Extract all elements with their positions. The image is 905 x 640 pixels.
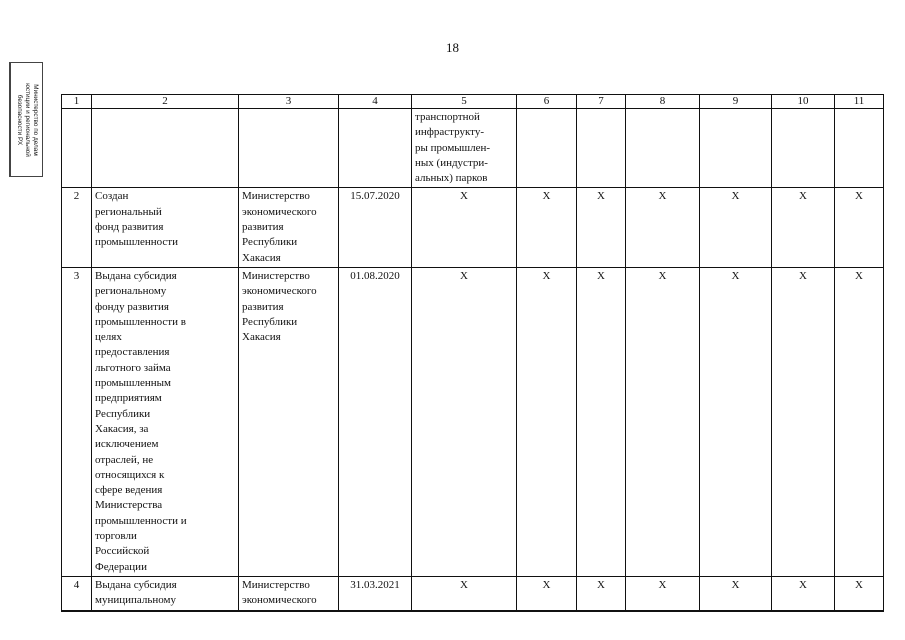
text-line: целях bbox=[95, 331, 122, 344]
mark-cell: Х bbox=[577, 267, 626, 576]
date-cell: 31.03.2021 bbox=[339, 576, 412, 610]
continued-text-cell bbox=[412, 109, 517, 188]
row-number: 4 bbox=[62, 576, 92, 610]
text-line: относящихся к bbox=[95, 468, 165, 481]
event-cell bbox=[92, 188, 239, 267]
registration-stamp bbox=[9, 62, 43, 177]
table-row-continuation bbox=[62, 109, 884, 188]
text-line: Российской bbox=[95, 545, 150, 558]
text-line: экономического bbox=[242, 594, 317, 607]
text-line: региональному bbox=[95, 285, 167, 298]
text-line: развития bbox=[242, 221, 284, 234]
mark-cell: Х bbox=[412, 188, 517, 267]
column-number: 8 bbox=[626, 95, 700, 109]
mark-cell: Х bbox=[517, 576, 577, 610]
text-line: Министерство bbox=[242, 269, 310, 282]
text-line: торговли bbox=[95, 530, 137, 543]
text-line: региональный bbox=[95, 205, 162, 218]
text-line: исключением bbox=[95, 438, 159, 451]
table-cell bbox=[92, 109, 239, 188]
column-number: 2 bbox=[92, 95, 239, 109]
mark-cell: Х bbox=[412, 576, 517, 610]
column-number: 11 bbox=[835, 95, 884, 109]
date-cell: 15.07.2020 bbox=[339, 188, 412, 267]
text-line: Выдана субсидия bbox=[95, 269, 177, 282]
column-number: 3 bbox=[239, 95, 339, 109]
mark-cell: Х bbox=[577, 188, 626, 267]
table-row bbox=[62, 267, 884, 576]
text-line: Министерство bbox=[242, 578, 310, 591]
table-cell bbox=[62, 109, 92, 188]
responsible-cell bbox=[239, 188, 339, 267]
mark-cell: Х bbox=[626, 267, 700, 576]
table-cell bbox=[339, 109, 412, 188]
text-line: муниципальному bbox=[95, 594, 177, 607]
text-line: ных (индустри- bbox=[415, 156, 488, 169]
column-number: 10 bbox=[772, 95, 835, 109]
column-number: 6 bbox=[517, 95, 577, 109]
table-cell bbox=[517, 109, 577, 188]
responsible-cell bbox=[239, 267, 339, 576]
mark-cell: Х bbox=[517, 267, 577, 576]
text-line: Создан bbox=[95, 190, 129, 203]
text-line: фонду развития bbox=[95, 300, 169, 313]
text-line: Хакасия, за bbox=[95, 422, 149, 435]
text-line: развития bbox=[242, 300, 284, 313]
text-line: альных) парков bbox=[415, 172, 488, 185]
text-line: промышленности и bbox=[95, 514, 187, 527]
page-number: 18 bbox=[446, 40, 459, 55]
table-cell bbox=[700, 109, 772, 188]
text-line: промышленным bbox=[95, 377, 171, 390]
table-cell bbox=[577, 109, 626, 188]
mark-cell: Х bbox=[772, 267, 835, 576]
column-number: 7 bbox=[577, 95, 626, 109]
text-line: предоставления bbox=[95, 346, 170, 359]
text-line: отраслей, не bbox=[95, 453, 154, 466]
mark-cell: Х bbox=[577, 576, 626, 610]
mark-cell: Х bbox=[835, 267, 884, 576]
mark-cell: Х bbox=[835, 188, 884, 267]
text-line: экономического bbox=[242, 205, 317, 218]
table-row bbox=[62, 188, 884, 267]
text-line: предприятиям bbox=[95, 392, 162, 405]
text-line: Министерства bbox=[95, 499, 163, 512]
date-cell: 01.08.2020 bbox=[339, 267, 412, 576]
column-number: 5 bbox=[412, 95, 517, 109]
row-number: 2 bbox=[62, 188, 92, 267]
table-cell bbox=[239, 109, 339, 188]
text-line: Республики bbox=[95, 407, 151, 420]
text-line: экономического bbox=[242, 285, 317, 298]
text-line: Хакасия bbox=[242, 251, 281, 264]
column-number: 1 bbox=[62, 95, 92, 109]
text-line: промышленности в bbox=[95, 315, 186, 328]
mark-cell: Х bbox=[626, 188, 700, 267]
text-line: льготного займа bbox=[95, 361, 171, 374]
text-line: ры промышлен- bbox=[415, 141, 491, 154]
stamp-line: Министерство по делам bbox=[31, 83, 39, 156]
text-line: Выдана субсидия bbox=[95, 578, 177, 591]
events-table bbox=[61, 94, 884, 612]
mark-cell: Х bbox=[626, 576, 700, 610]
mark-cell: Х bbox=[700, 576, 772, 610]
table-cell bbox=[626, 109, 700, 188]
stamp-line: юстиции и региональной bbox=[23, 82, 31, 157]
mark-cell: Х bbox=[772, 188, 835, 267]
text-line: Хакасия bbox=[242, 331, 281, 344]
mark-cell: Х bbox=[517, 188, 577, 267]
table-header-row bbox=[62, 95, 884, 109]
text-line: инфраструкту- bbox=[415, 126, 484, 139]
text-line: сфере ведения bbox=[95, 484, 163, 497]
text-line: Республики bbox=[242, 236, 298, 249]
event-cell bbox=[92, 267, 239, 576]
text-line: Республики bbox=[242, 315, 298, 328]
mark-cell: Х bbox=[835, 576, 884, 610]
text-line: Министерство bbox=[242, 190, 310, 203]
row-number: 3 bbox=[62, 267, 92, 576]
mark-cell: Х bbox=[772, 576, 835, 610]
responsible-cell bbox=[239, 576, 339, 610]
table-cell bbox=[772, 109, 835, 188]
event-cell bbox=[92, 576, 239, 610]
stamp-line: безопасности РХ bbox=[15, 94, 23, 145]
mark-cell: Х bbox=[700, 267, 772, 576]
text-line: фонд развития bbox=[95, 221, 164, 234]
text-line: промышленности bbox=[95, 236, 178, 249]
column-number: 9 bbox=[700, 95, 772, 109]
mark-cell: Х bbox=[700, 188, 772, 267]
text-line: транспортной bbox=[415, 111, 480, 123]
text-line: Федерации bbox=[95, 560, 147, 573]
mark-cell: Х bbox=[412, 267, 517, 576]
table-row bbox=[62, 576, 884, 610]
column-number: 4 bbox=[339, 95, 412, 109]
table-cell bbox=[835, 109, 884, 188]
